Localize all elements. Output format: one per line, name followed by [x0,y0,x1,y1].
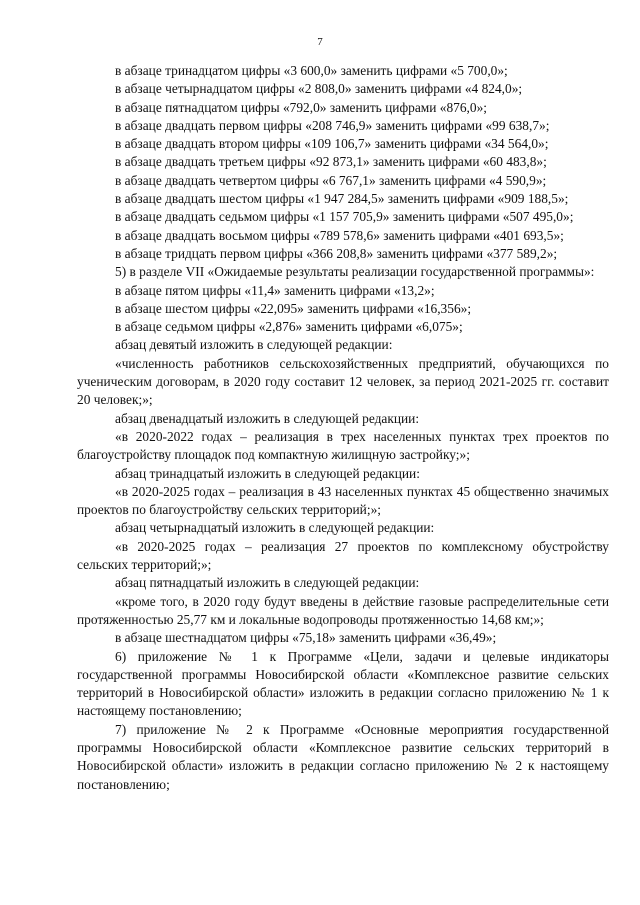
paragraph: в абзаце пятом цифры «11,4» заменить цифрами «13,2»; [115,282,435,298]
paragraph: «в 2020-2025 годах – реализация 27 проектов по комплексному обустройству сельских территорий;»; [77,538,609,573]
page-number: 7 [317,36,323,48]
paragraph: 7) приложение № 2 к Программе «Основные мероприятия государственной программы Новосибирской области «Комплексное развитие сельских территорий в Новосибирской области» изложить в редакции согласно приложению № 2 к настоящему постановлению; [77,721,609,792]
paragraph: в абзаце тридцать первом цифры «366 208,8» заменить цифрами «377 589,2»; [115,245,558,261]
paragraph: в абзаце двадцать седьмом цифры «1 157 705,9» заменить цифрами «507 495,0»; [115,209,574,225]
paragraph: абзац тринадцатый изложить в следующей редакции: [115,465,420,481]
paragraph: в абзаце шестом цифры «22,095» заменить цифрами «16,356»; [115,300,472,316]
paragraph: в абзаце четырнадцатом цифры «2 808,0» заменить цифрами «4 824,0»; [115,81,523,97]
paragraph: в абзаце тринадцатом цифры «3 600,0» заменить цифрами «5 700,0»; [115,63,508,78]
paragraph: в абзаце двадцать восьмом цифры «789 578,6» заменить цифрами «401 693,5»; [115,227,564,243]
paragraph: «кроме того, в 2020 году будут введены в действие газовые распределительные сети протяженностью 25,77 км и локальные водопроводы протяженностью 14,68 км;»; [77,593,609,627]
paragraph: в абзаце двадцать шестом цифры «1 947 284,5» заменить цифрами «909 188,5»; [115,191,569,207]
paragraph: в абзаце двадцать первом цифры «208 746,9» заменить цифрами «99 638,7»; [115,117,550,133]
document-body [77,62,609,794]
paragraph: в абзаце двадцать втором цифры «109 106,7» заменить цифрами «34 564,0»; [115,136,549,152]
paragraph: 6) приложение № 1 к Программе «Цели, задачи и целевые индикаторы государственной программы Новосибирской области «Комплексное развитие сельских территорий в Новосибирской области» изложить в редакции согласно приложению № 1 к настоящему постановлению; [77,648,609,719]
paragraph: в абзаце двадцать третьем цифры «92 873,1» заменить цифрами «60 483,8»; [115,154,547,170]
paragraph: «в 2020-2025 годах – реализация в 43 населенных пунктах 45 общественно значимых проектов по благоустройству сельских территорий;»; [77,483,609,518]
paragraph: абзац двенадцатый изложить в следующей редакции: [115,410,420,426]
paragraph: 5) в разделе VII «Ожидаемые результаты реализации государственной программы»: [115,264,595,280]
paragraph: в абзаце шестнадцатом цифры «75,18» заменить цифрами «36,49»; [115,630,497,646]
paragraph: «в 2020-2022 годах – реализация в трех населенных пунктах трех проектов по благоустройству площадок под компактную жилищную застройку;»; [77,428,609,463]
paragraph: в абзаце седьмом цифры «2,876» заменить цифрами «6,075»; [115,319,463,335]
paragraph: абзац пятнадцатый изложить в следующей редакции: [115,575,420,591]
paragraph: абзац девятый изложить в следующей редакции: [115,337,393,353]
paragraph: в абзаце двадцать четвертом цифры «6 767,1» заменить цифрами «4 590,9»; [115,172,547,188]
paragraph: в абзаце пятнадцатом цифры «792,0» заменить цифрами «876,0»; [115,99,487,115]
paragraph: абзац четырнадцатый изложить в следующей редакции: [115,520,435,536]
paragraph: «численность работников сельскохозяйственных предприятий, обучающихся по ученическим договорам, в 2020 году составит 12 человек, за период 2021-2025 гг. составит 20 человек;»; [77,355,609,408]
